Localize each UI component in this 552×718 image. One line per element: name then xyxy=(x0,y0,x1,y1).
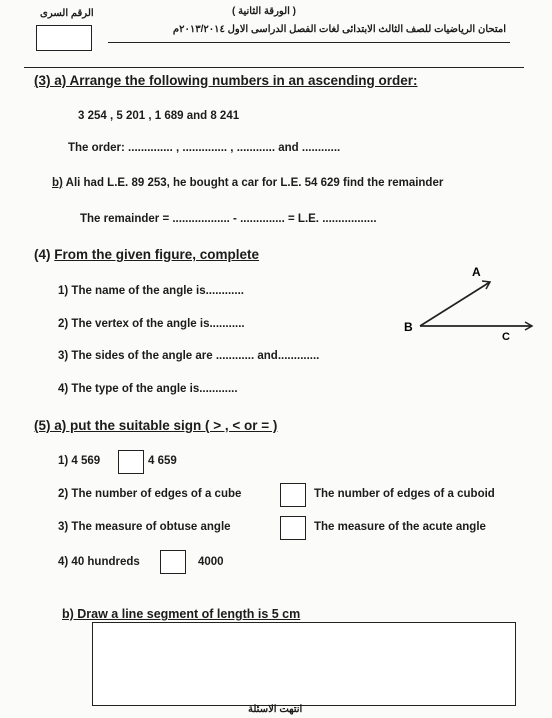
q3-numbers: 3 254 , 5 201 , 1 689 and 8 241 xyxy=(78,110,240,122)
q4-title-num: (4) xyxy=(34,247,51,262)
angle-figure xyxy=(396,262,546,342)
q5b-title: b) Draw a line segment of length is 5 cm xyxy=(62,607,301,621)
q5b-drawing-area[interactable] xyxy=(92,622,516,706)
q4-item-2[interactable]: 2) The vertex of the angle is........... xyxy=(58,318,245,330)
seat-number-box[interactable] xyxy=(36,25,92,51)
q3b-label: b) xyxy=(52,177,63,189)
q5-item2-answer-box[interactable] xyxy=(280,483,306,507)
section-divider xyxy=(24,67,524,68)
q5-item2-left: 2) The number of edges of a cube xyxy=(58,488,242,500)
q5-item4-right: 4000 xyxy=(198,556,224,568)
end-of-questions: انتهت الاسئلة xyxy=(248,704,303,715)
seat-number-label: الرقم السرى xyxy=(40,8,94,19)
q4-title-text: From the given figure, complete xyxy=(54,247,260,262)
paper-label: ( الورقة الثانية ) xyxy=(232,6,297,17)
q4-item-3[interactable]: 3) The sides of the angle are ............ and............. xyxy=(58,350,320,362)
q5-item1-left: 1) 4 569 xyxy=(58,455,101,467)
q4-item-1[interactable]: 1) The name of the angle is............ xyxy=(58,285,244,297)
q5-item1-answer-box[interactable] xyxy=(118,450,144,474)
q3b-text: Ali had L.E. 89 253, he bought a car for L.E. 54 629 find the remainder xyxy=(65,177,444,189)
q4-item-4[interactable]: 4) The type of the angle is............ xyxy=(58,383,238,395)
q5-title: (5) a) put the suitable sign ( > , < or = ) xyxy=(34,418,278,433)
q3-title: (3) a) Arrange the following numbers in an ascending order: xyxy=(34,73,418,88)
ray-ba xyxy=(420,282,490,326)
exam-title: امتحان الرياضيات للصف الثالث الابتدائى لغات الفصل الدراسى الاول ٢٠١٣/٢٠١٤م xyxy=(172,24,506,35)
q3b-text-row xyxy=(52,177,443,189)
q3b-remainder-line[interactable]: The remainder = .................. - .............. = L.E. ................. xyxy=(80,213,377,225)
q5-item1-right: 4 659 xyxy=(148,455,177,467)
label-a: A xyxy=(472,265,481,279)
label-b: B xyxy=(404,320,413,334)
label-c: C xyxy=(502,331,510,342)
q3-order-line[interactable]: The order: .............. , .............. , ............ and ............ xyxy=(68,142,341,154)
header-rule xyxy=(108,42,510,43)
q5-item3-right: The measure of the acute angle xyxy=(314,521,486,533)
q4-title xyxy=(34,247,259,262)
q5-item3-left: 3) The measure of obtuse angle xyxy=(58,521,231,533)
q5-item4-left: 4) 40 hundreds xyxy=(58,556,140,568)
q5-item3-answer-box[interactable] xyxy=(280,516,306,540)
q5-item2-right: The number of edges of a cuboid xyxy=(314,488,495,500)
q5-item4-answer-box[interactable] xyxy=(160,550,186,574)
